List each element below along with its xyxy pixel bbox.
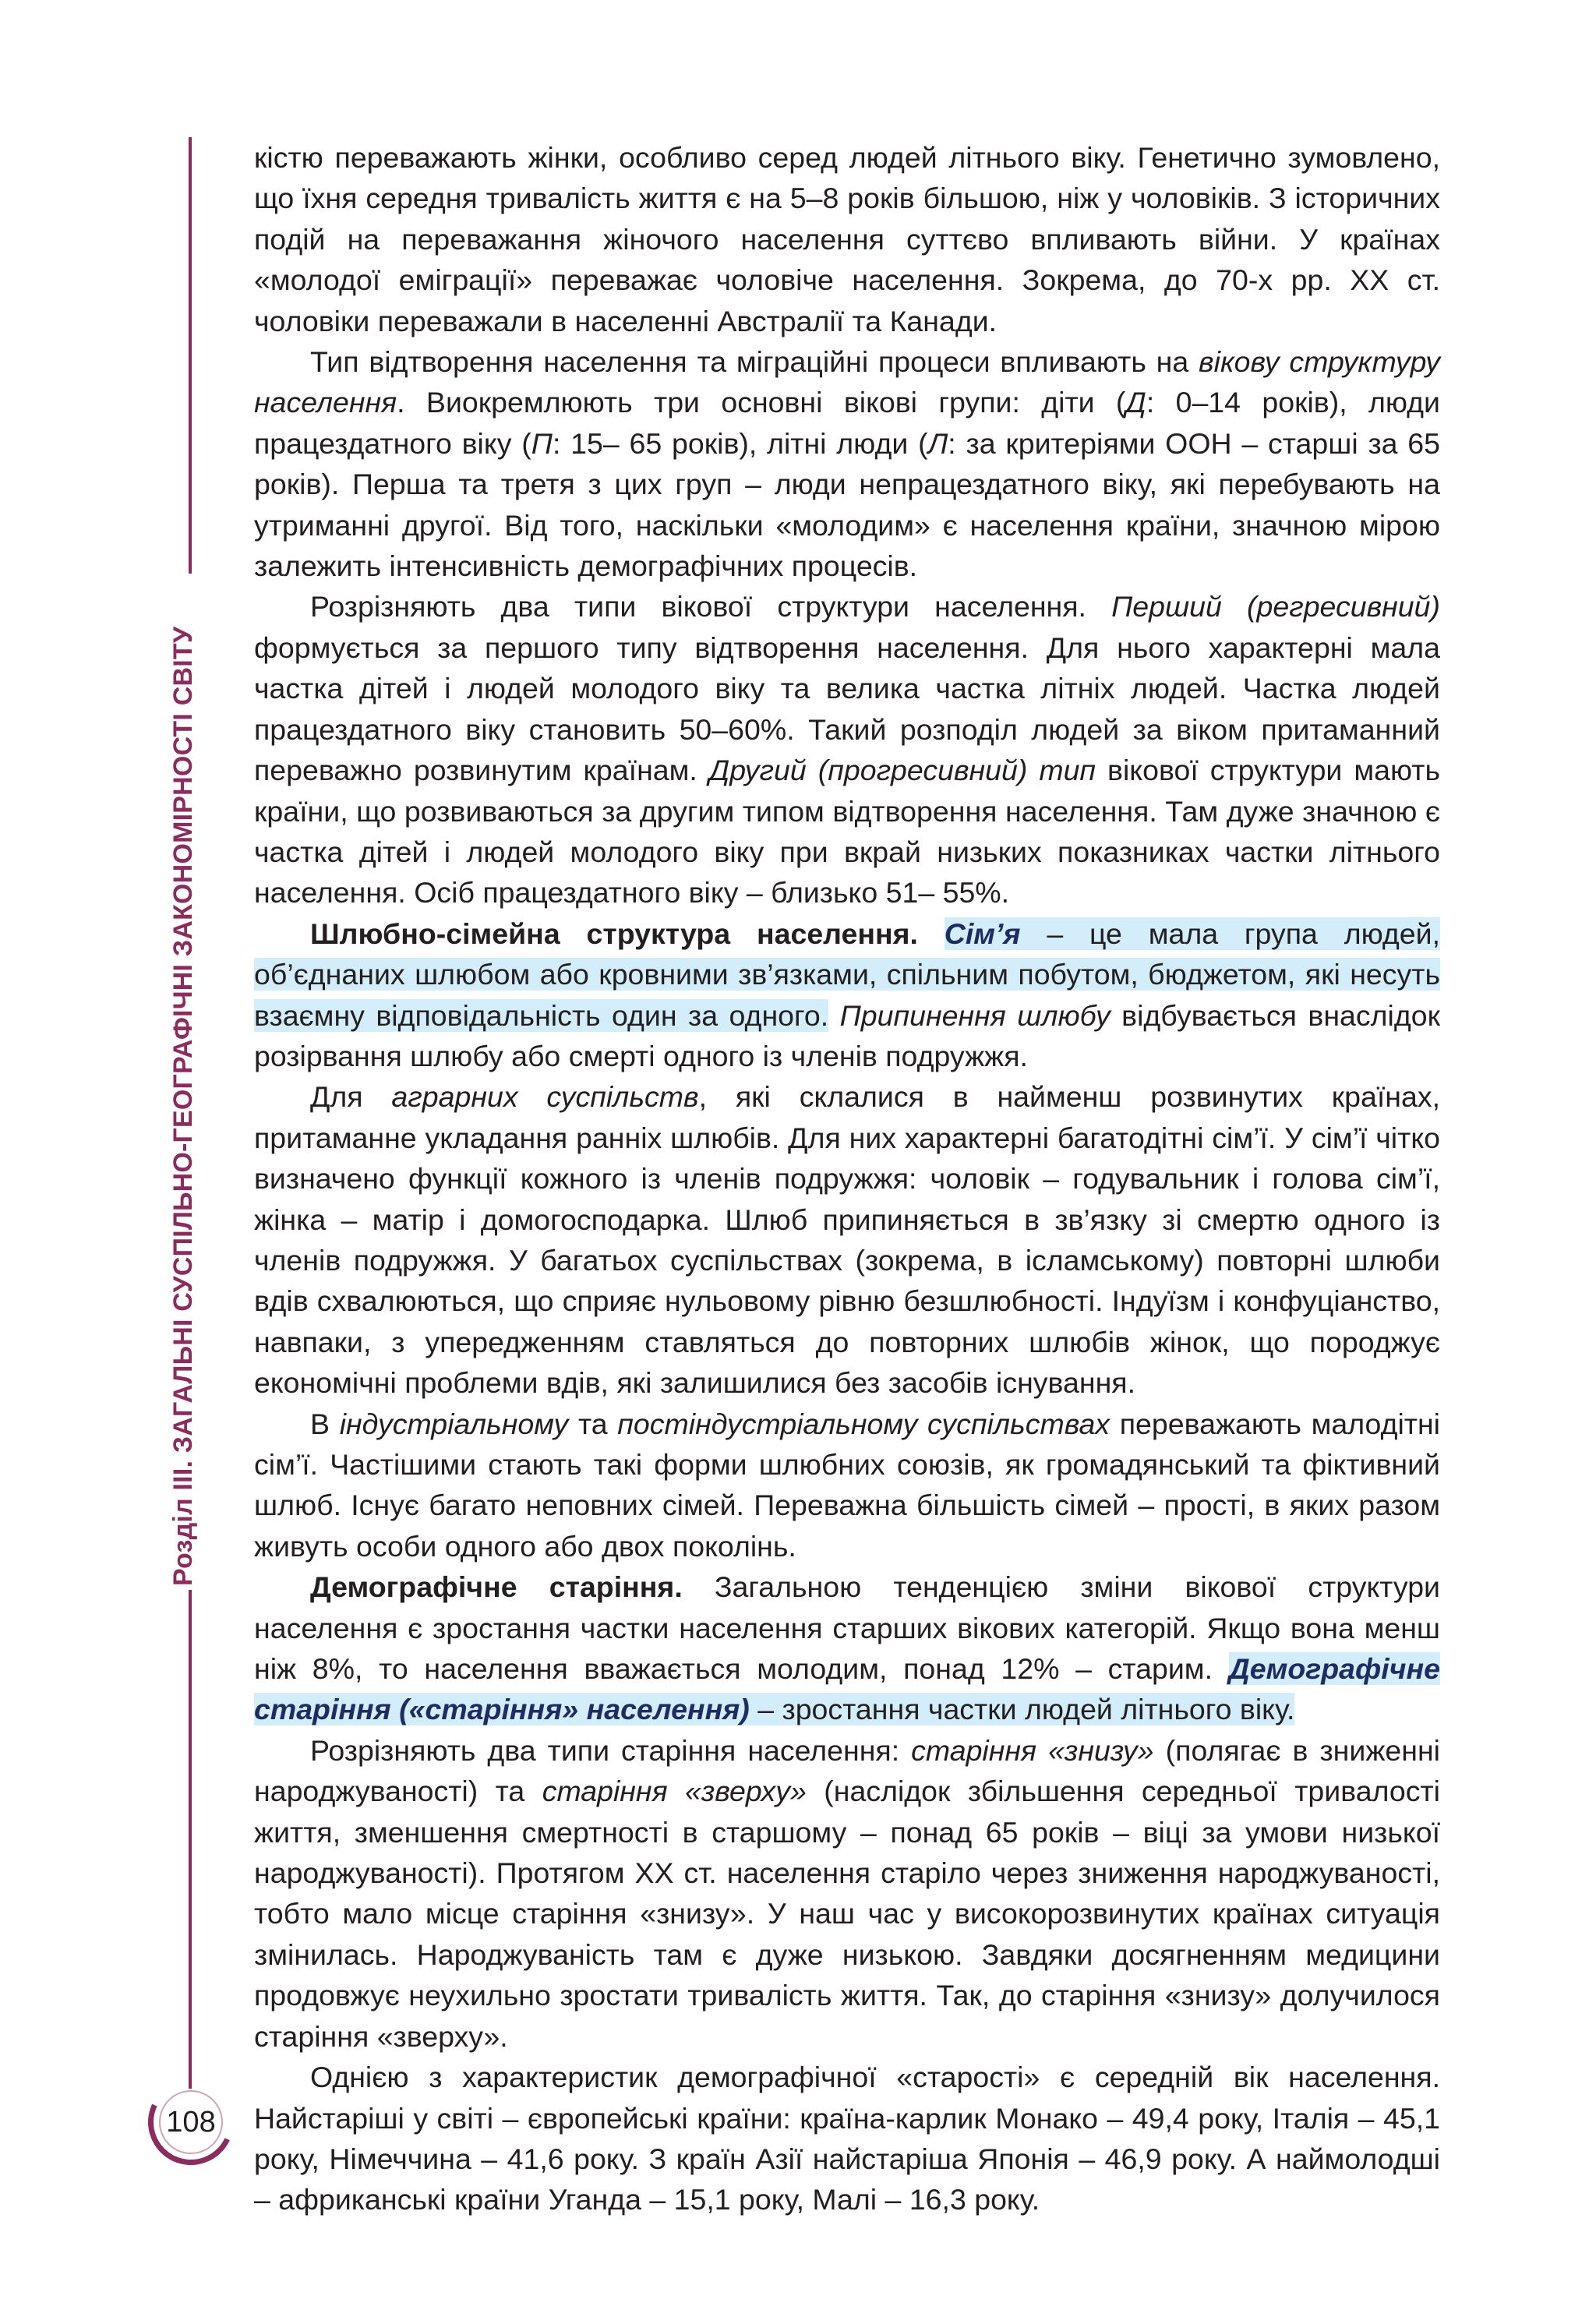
paragraph-7: Демографічне старіння. Загальною тенденцією зміни вікової структури населення є зростання частки населення старших вікових категорій. Якщо вона менш ніж 8%, то населення вважається молодим, понад 12% – старим. Демографічне старіння («старіння» населення) – зростання частки людей літнього віку. (254, 1570, 1440, 1726)
paragraph-4: Шлюбно-сімейна структура населення. Сім’я – це мала група людей, об’єднаних шлюбом або кровними зв’язками, спільним побутом, бюджетом, які несуть взаємну відповідальність один за одного. Припинення шлюбу відбувається внаслідок розірвання шлюбу або смерті одного із членів подружжя. (254, 917, 1440, 1072)
paragraph-3: Розрізняють два типи вікової структури населення. Перший (регресивний) формується за першого типу відтворення населення. Для нього характерні мала частка дітей і людей молодого віку та велика частка літніх людей. Частка людей працездатного віку становить 50–60%. Такий розподіл людей за віком притаманний переважно розвинутим країнам. Другий (прогресивний) тип вікової структури мають країни, що розвиваються за другим типом відтворення населення. Там дуже значною є частка дітей і людей молодого віку при вкрай низьких показниках частки літнього населення. Осіб працездатного віку – близько 51– 55%. (254, 590, 1440, 910)
paragraph-1: кістю переважають жінки, особливо серед людей літнього віку. Генетично зумовлено, що їхня середня тривалість життя є на 5–8 років більшою, ніж у чоловіків. З історичних подій на переважання жіночого населення суттєво впливають війни. У країнах «молодої еміграції» переважає чоловіче населення. Зокрема, до 70-х рр. XX ст. чоловіки переважали в населенні Австралії та Канади. (254, 141, 1440, 337)
body-text (254, 137, 1440, 2220)
heading-marriage-family-structure: Шлюбно-сімейна структура населення. (310, 917, 945, 950)
term-age-structure: вікову структуру населення (254, 345, 1440, 419)
paragraph-5: Для аграрних суспільств, які склалися в найменш розвинутих країнах, притаманне укладання ранніх шлюбів. Для них характерні багатодітні сім’ї. У сім’ї чітко визначено функції кожного із членів подружжя: чоловік – годувальник і голова сім’ї, жінка – матір і домогосподарка. Шлюб припиняється в зв’язку зі смертю одного із членів подружжя. У багатьох суспільствах (зокрема, в ісламському) повторні шлюби вдів схвалюються, що сприяє нульовому рівню безшлюбності. Індуїзм і конфуціанство, навпаки, з упередженням ставляться до повторних шлюбів жінок, що породжує економічні проблеми вдів, які залишилися без засобів існування. (254, 1080, 1440, 1400)
side-rule-top (189, 137, 192, 574)
heading-demographic-aging: Демографічне старіння. (310, 1570, 683, 1604)
paragraph-2: Тип відтворення населення та міграційні процеси впливають на вікову структуру населення. Виокремлюють три основні вікові групи: діти (Д: 0–14 років), люди працездатного віку (П: 15– 65 років), літні люди (Л: за критеріями ООН – старші за 65 років). Перша та третя з цих груп – люди непрацездатного віку, які перебувають на утриманні другої. Від того, наскільки «молодим» є населення країни, значною мірою залежить інтенсивність демографічних процесів. (254, 345, 1440, 583)
paragraph-9: Однією з характеристик демографічної «старості» є середній вік населення. Найстаріші у світі – європейські країни: країна-карлик Монако – 49,4 року, Італія – 45,1 року, Німеччина – 41,6 року. З країн Азії найстаріша Японія – 46,9 року. А наймолодші – африканські країни Уганда – 15,1 року, Малі – 16,3 року. (254, 2061, 1440, 2216)
page-number: 108 (166, 2106, 216, 2139)
paragraph-8: Розрізняють два типи старіння населення: старіння «знизу» (полягає в зниженні народжуваності) та старіння «зверху» (наслідок збільшення середньої тривалості життя, зменшення смертності в старшому – понад 65 років – віці за умови низької народжуваності). Протягом XX ст. населення старіло через зниження народжуваності, тобто мало місце старіння «знизу». У наш час у високорозвинутих країнах ситуація змінилась. Народжуваність там є дуже низькою. Завдяки досягненням медицини продовжує неухильно зростати тривалість життя. Так, до старіння «знизу» долучилося старіння «зверху». (254, 1733, 1441, 2053)
paragraph-6: В індустріальному та постіндустріальному суспільствах переважають малодітні сім’ї. Частішими стають такі форми шлюбних союзів, як громадянський та фіктивний шлюб. Існує багато неповних сімей. Переважна більшість сімей – прості, в яких разом живуть особи одного або двох поколінь. (254, 1407, 1440, 1563)
section-side-title: Розділ III. ЗАГАЛЬНІ СУСПІЛЬНО-ГЕОГРАФІЧНІ ЗАКОНОМІРНОСТІ СВІТУ (168, 626, 198, 1586)
definition-family: Сім’я – це мала група людей, об’єднаних шлюбом або кровними зв’язками, спільним побутом, бюджетом, які несуть взаємну відповідальність один за одного. (254, 917, 1440, 1032)
definition-demographic-aging: Демографічне старіння («старіння» населення) – зростання частки людей літнього віку. (254, 1652, 1440, 1726)
page-number-badge (148, 2079, 234, 2165)
side-rule-bottom (189, 1590, 192, 2089)
